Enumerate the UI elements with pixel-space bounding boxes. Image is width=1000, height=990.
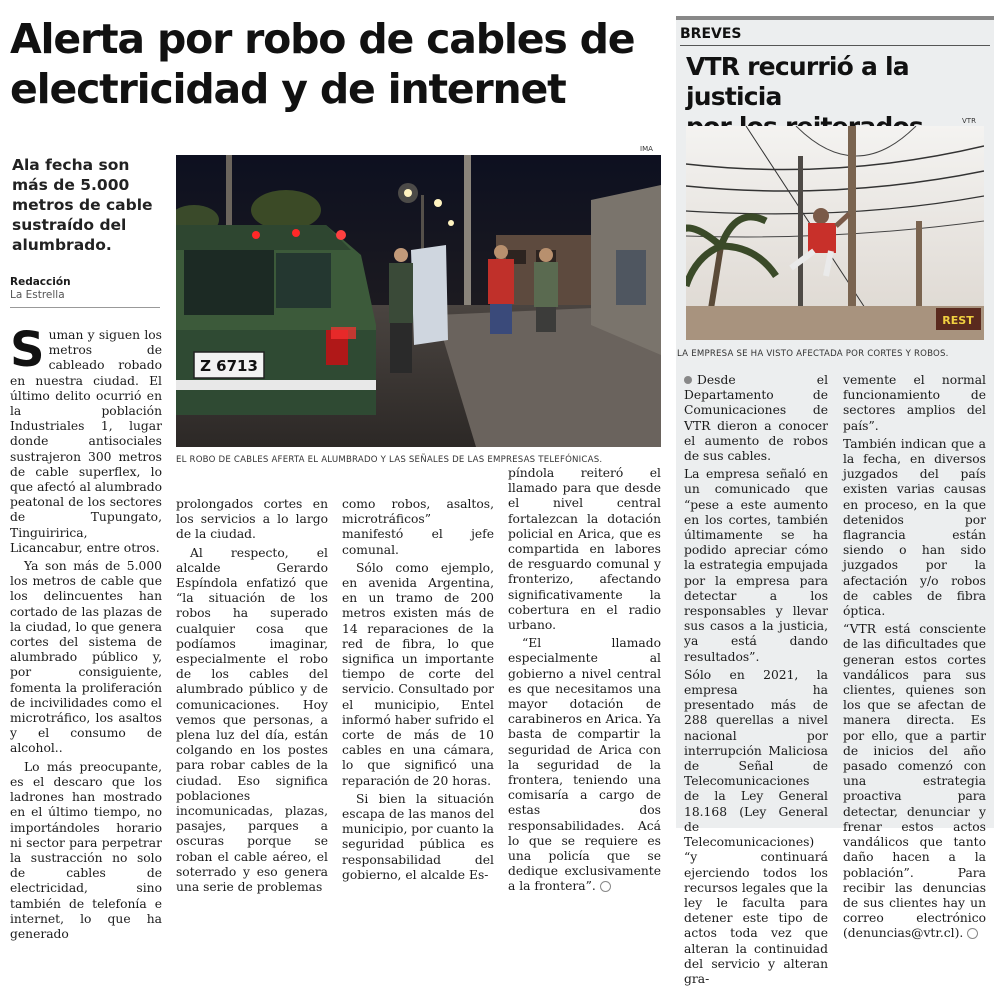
sidebar-photo-credit: VTR bbox=[962, 117, 976, 125]
article-column-1 bbox=[10, 322, 162, 945]
byline bbox=[10, 276, 160, 302]
end-mark-icon bbox=[600, 881, 611, 892]
headline-line-1: Alerta por robo de cables de bbox=[10, 15, 635, 63]
paragraph: “VTR está consciente de las dificultades que generan estos cortes vandálicos para sus clientes, quienes son los que se afectan de manera directa. Es por ello, que a partir de inicios del año pasado comenzó con una estrategia proactiva para detectar, denunciar y frenar estos actos vandálicos que tanto daño hacen a la población”. Para recibir las denuncias de sus clientes hay un correo electrónico (denuncias@vtr.cl). bbox=[843, 622, 986, 941]
sidebar-column-2 bbox=[843, 373, 986, 945]
deck: Ala fecha son más de 5.000 metros de cable sustraído del alumbrado. bbox=[12, 156, 153, 254]
paragraph: Al respecto, el alcalde Gerardo Espíndola enfatizó que “la situación de los robos ha superado cualquier cosa que podíamos imaginar, especialmente el robo de los cables del alumbrado público y de comunicaciones. Hoy vemos que personas, a plena luz del día, están colgando en los postes para robar cables de la ciudad. Eso significa poblaciones incomunicadas, plazas, pasajes, parques a oscuras porque se roban el cable aéreo, el soterrado y eso genera una serie de problemas bbox=[176, 545, 328, 895]
headline bbox=[10, 14, 670, 114]
byline-rule bbox=[10, 307, 160, 308]
paragraph: También indican que a la fecha, en diversos juzgados del país existen varias causas en proceso, en la que detenidos por flagrancia están siendo o han sido juzgados por la afectación y/o robos de cables de fibra óptica. bbox=[843, 436, 986, 619]
police-plate: Z 6713 bbox=[200, 357, 258, 375]
paragraph: vemente el normal funcionamiento de sectores amplios del país”. bbox=[843, 373, 986, 433]
paragraph: Suman y siguen los metros de cableado robado en nuestra ciudad. El último delito ocurrió en la población Industriales 1, lugar donde antisociales sustrajeron 300 metros de cable superflex, lo que afectó al alumbrado peatonal de los sectores de Tupungato, Tinguiririca, Licancabur, entre otros. bbox=[10, 322, 162, 555]
main-photo bbox=[176, 155, 661, 447]
paragraph: Desde el Departamento de Comunicaciones de VTR dieron a conocer el aumento de robos de sus cables. bbox=[684, 373, 828, 464]
article-column-4 bbox=[508, 466, 661, 898]
shop-sign: REST bbox=[942, 314, 974, 327]
sidebar-photo-caption: LA EMPRESA SE HA VISTO AFECTADA POR CORTES Y ROBOS. bbox=[677, 349, 949, 359]
paragraph: Lo más preocupante, es el descaro que los ladrones han mostrado en el último tiempo, no importándoles horario ni sector para perpetrar la sustracción no solo de cables de electricidad, sino también de telefonía e internet, lo que ha generado bbox=[10, 759, 162, 941]
byline-outlet: La Estrella bbox=[10, 289, 65, 301]
paragraph: prolongados cortes en los servicios a lo largo de la ciudad. bbox=[176, 497, 328, 542]
paragraph: Ya son más de 5.000 los metros de cable que los delincuentes han cortado de las plazas de la ciudad, lo que genera cortes del sistema de alumbrado público y, por consiguiente, fomenta la proliferación de incivilidades como el microtráfico, los asaltos y el consumo de alcohol.. bbox=[10, 559, 162, 756]
police-scene-illustration bbox=[176, 155, 661, 447]
paragraph: Si bien la situación escapa de las manos del municipio, por cuanto la seguridad pública es responsabilidad del gobierno, el alcalde Es- bbox=[342, 791, 494, 882]
breves-label: BREVES bbox=[680, 26, 742, 42]
end-mark-icon bbox=[967, 928, 978, 939]
article-column-2 bbox=[176, 497, 328, 898]
dropcap: S bbox=[10, 322, 45, 378]
paragraph: como robos, asaltos, microtráficos” manifestó el jefe comunal. bbox=[342, 497, 494, 557]
headline-line-2: electricidad y de internet bbox=[10, 65, 566, 113]
byline-author: Redacción bbox=[10, 276, 71, 288]
paragraph: “El llamado especialmente al gobierno a nivel central es que necesitamos una mayor dotación de carabineros en Arica. Ya basta de compartir la seguridad de Arica con la seguridad de la frontera, teniendo una comisaría a cargo de estas dos responsabilidades. Acá lo que se requiere es una policía que se dedique exclusivamente a la frontera”. bbox=[508, 636, 661, 894]
sidebar-top-rule bbox=[676, 16, 994, 20]
article-column-3 bbox=[342, 497, 494, 886]
sidebar-column-1 bbox=[684, 373, 828, 990]
sidebar-headline-line-1: VTR recurrió a la justicia bbox=[686, 52, 909, 111]
paragraph: La empresa señaló en un comunicado que “pese a este aumento en los cortes, también últimamente se ha podido apreciar cómo la estrategia empujada por la empresa para detectar a los responsables y llevar sus casos a la justicia, ya está dando resultados”. bbox=[684, 467, 828, 664]
photo-credit: IMA bbox=[640, 145, 653, 153]
paragraph: píndola reiteró el llamado para que desde el nivel central fortalezcan la dotación policial en Arica, que es compartida en labores de resguardo comunal y fronterizo, afectando significativamente la cobertura en el radio urbano. bbox=[508, 466, 661, 633]
bullet-icon bbox=[684, 376, 692, 384]
pole-climber-illustration bbox=[686, 126, 984, 340]
photo-caption: EL ROBO DE CABLES AFERTA EL ALUMBRADO Y LAS SEÑALES DE LAS EMPRESAS TELEFÓNICAS. bbox=[176, 455, 603, 465]
paragraph: Sólo como ejemplo, en avenida Argentina, en un tramo de 200 metros existen más de 14 reparaciones de la red de fibra, lo que significa un importante tiempo de corte del servicio. Consultado por el municipio, Entel informó haber sufrido el corte de más de 10 cables en una cámara, lo que significó una reparación de 20 horas. bbox=[342, 560, 494, 788]
breves-rule bbox=[680, 45, 990, 46]
paragraph: Sólo en 2021, la empresa ha presentado más de 288 querellas a nivel nacional por interrupción Maliciosa de Señal de Telecomunicaciones de la Ley General 18.168 (Ley General de Telecomunicaciones) “y continuará ejerciendo todos los recursos legales que la ley le faculta para detener este tipo de actos toda vez que alteran la continuidad del servicio y alteran gra- bbox=[684, 667, 828, 986]
sidebar-photo bbox=[686, 126, 984, 340]
